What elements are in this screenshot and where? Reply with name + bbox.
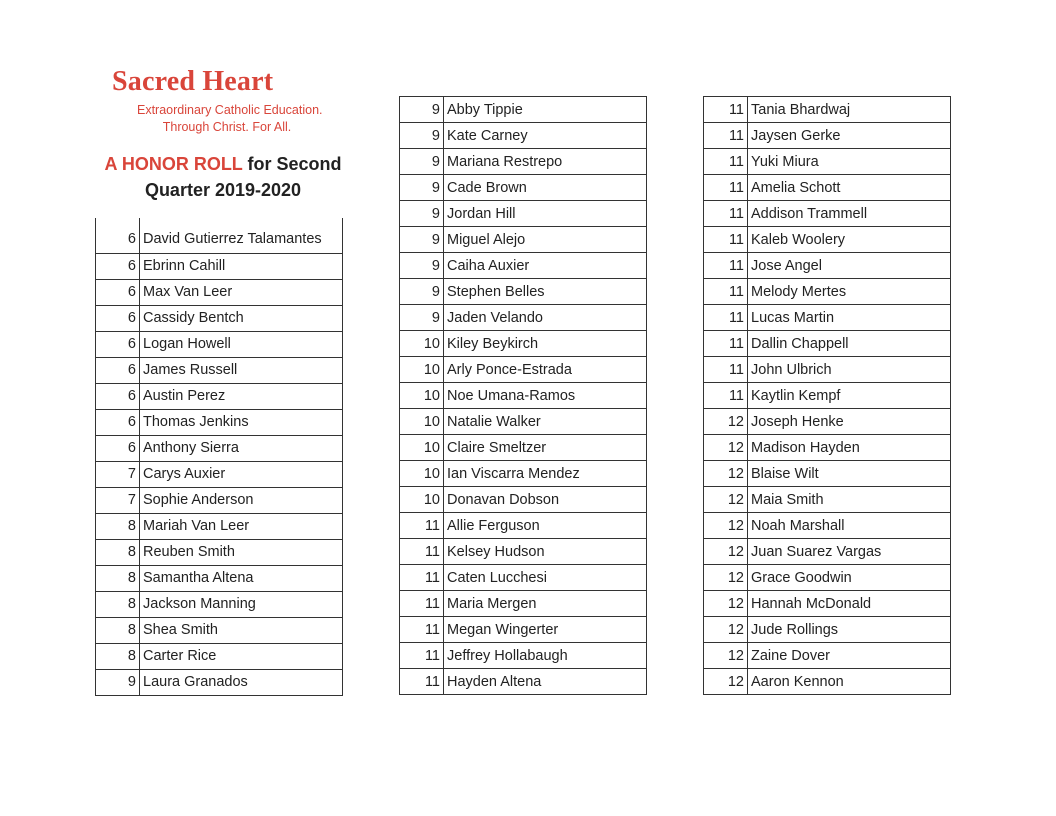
student-name-cell: Noe Umana-Ramos xyxy=(444,383,647,409)
student-name-cell: Caiha Auxier xyxy=(444,253,647,279)
table-row xyxy=(704,331,951,357)
tagline-line-1: Extraordinary Catholic Education. xyxy=(137,103,323,117)
student-name-cell: Jordan Hill xyxy=(444,201,647,227)
table-row xyxy=(96,357,343,383)
table-row xyxy=(704,565,951,591)
honor-roll-table-3 xyxy=(703,96,951,695)
table-row xyxy=(704,643,951,669)
grade-cell: 9 xyxy=(400,149,444,175)
grade-cell: 12 xyxy=(704,669,748,695)
grade-cell: 6 xyxy=(96,409,140,435)
student-name-cell: Dallin Chappell xyxy=(748,331,951,357)
table-row xyxy=(96,487,343,513)
grade-cell: 11 xyxy=(400,669,444,695)
student-name-cell: Hayden Altena xyxy=(444,669,647,695)
title-rest: for Second xyxy=(242,154,342,174)
grade-cell: 8 xyxy=(96,617,140,643)
student-name-cell: Donavan Dobson xyxy=(444,487,647,513)
table-row xyxy=(704,149,951,175)
grade-cell: 12 xyxy=(704,565,748,591)
table-row xyxy=(704,123,951,149)
student-name-cell: Zaine Dover xyxy=(748,643,951,669)
student-name-cell: Joseph Henke xyxy=(748,409,951,435)
table-row xyxy=(96,643,343,669)
table-row xyxy=(400,643,647,669)
table-row xyxy=(400,97,647,123)
table-row xyxy=(96,461,343,487)
student-name-cell: Laura Granados xyxy=(140,669,343,695)
grade-cell: 9 xyxy=(400,123,444,149)
grade-cell: 11 xyxy=(704,227,748,253)
school-tagline xyxy=(137,102,323,136)
table-row xyxy=(704,97,951,123)
student-name-cell: Jaysen Gerke xyxy=(748,123,951,149)
student-name-cell: Maia Smith xyxy=(748,487,951,513)
school-name: Sacred Heart xyxy=(112,66,274,97)
student-name-cell: Hannah McDonald xyxy=(748,591,951,617)
grade-cell: 12 xyxy=(704,409,748,435)
grade-cell: 10 xyxy=(400,487,444,513)
student-name-cell: Carter Rice xyxy=(140,643,343,669)
table-row xyxy=(704,175,951,201)
student-name-cell: Samantha Altena xyxy=(140,565,343,591)
table-row xyxy=(400,591,647,617)
student-name-cell: Carys Auxier xyxy=(140,461,343,487)
grade-cell: 11 xyxy=(704,305,748,331)
table-row xyxy=(400,305,647,331)
table-row xyxy=(400,617,647,643)
student-name-cell: Thomas Jenkins xyxy=(140,409,343,435)
table-row xyxy=(400,253,647,279)
grade-cell: 11 xyxy=(704,331,748,357)
grade-cell: 11 xyxy=(400,513,444,539)
student-name-cell: Cade Brown xyxy=(444,175,647,201)
student-name-cell: Caten Lucchesi xyxy=(444,565,647,591)
grade-cell: 11 xyxy=(704,149,748,175)
student-name-cell: Miguel Alejo xyxy=(444,227,647,253)
table-row xyxy=(96,617,343,643)
grade-cell: 11 xyxy=(704,97,748,123)
grade-cell: 12 xyxy=(704,539,748,565)
table-row xyxy=(704,227,951,253)
grade-cell: 10 xyxy=(400,357,444,383)
table-row xyxy=(96,253,343,279)
grade-cell: 6 xyxy=(96,218,140,253)
table-row xyxy=(400,565,647,591)
table-row xyxy=(400,383,647,409)
student-name-cell: Jose Angel xyxy=(748,253,951,279)
grade-cell: 6 xyxy=(96,383,140,409)
student-name-cell: Juan Suarez Vargas xyxy=(748,539,951,565)
student-name-cell: Jeffrey Hollabaugh xyxy=(444,643,647,669)
grade-cell: 10 xyxy=(400,435,444,461)
grade-cell: 10 xyxy=(400,409,444,435)
student-name-cell: Anthony Sierra xyxy=(140,435,343,461)
grade-cell: 11 xyxy=(704,175,748,201)
page-title xyxy=(92,151,354,203)
grade-cell: 11 xyxy=(400,539,444,565)
table-row xyxy=(400,149,647,175)
table-row xyxy=(400,331,647,357)
table-row xyxy=(96,669,343,695)
grade-cell: 11 xyxy=(704,123,748,149)
student-name-cell: Cassidy Bentch xyxy=(140,305,343,331)
student-name-cell: Maria Mergen xyxy=(444,591,647,617)
grade-cell: 8 xyxy=(96,513,140,539)
student-name-cell: Madison Hayden xyxy=(748,435,951,461)
table-row xyxy=(400,435,647,461)
student-name-cell: Grace Goodwin xyxy=(748,565,951,591)
grade-cell: 9 xyxy=(400,227,444,253)
table-row xyxy=(96,409,343,435)
grade-cell: 11 xyxy=(704,357,748,383)
table-row xyxy=(96,279,343,305)
student-name-cell: Jackson Manning xyxy=(140,591,343,617)
school-logo xyxy=(112,66,323,134)
grade-cell: 11 xyxy=(400,565,444,591)
table-row xyxy=(704,409,951,435)
grade-cell: 9 xyxy=(400,97,444,123)
grade-cell: 6 xyxy=(96,331,140,357)
table-row xyxy=(400,123,647,149)
table-row xyxy=(96,218,343,253)
honor-roll-table-2 xyxy=(399,96,647,695)
grade-cell: 12 xyxy=(704,643,748,669)
student-name-cell: Amelia Schott xyxy=(748,175,951,201)
grade-cell: 11 xyxy=(400,591,444,617)
grade-cell: 9 xyxy=(400,279,444,305)
grade-cell: 9 xyxy=(400,253,444,279)
student-name-cell: Yuki Miura xyxy=(748,149,951,175)
grade-cell: 10 xyxy=(400,383,444,409)
grade-cell: 9 xyxy=(96,669,140,695)
grade-cell: 10 xyxy=(400,461,444,487)
table-row xyxy=(400,461,647,487)
student-name-cell: Mariah Van Leer xyxy=(140,513,343,539)
title-line-1 xyxy=(92,151,354,177)
student-name-cell: Kiley Beykirch xyxy=(444,331,647,357)
student-name-cell: Megan Wingerter xyxy=(444,617,647,643)
student-name-cell: Kate Carney xyxy=(444,123,647,149)
student-name-cell: Ebrinn Cahill xyxy=(140,253,343,279)
table-row xyxy=(400,175,647,201)
student-name-cell: Abby Tippie xyxy=(444,97,647,123)
table-row xyxy=(704,591,951,617)
student-name-cell: Kelsey Hudson xyxy=(444,539,647,565)
table-row xyxy=(400,279,647,305)
table-row xyxy=(96,591,343,617)
grade-cell: 8 xyxy=(96,591,140,617)
grade-cell: 12 xyxy=(704,591,748,617)
table-row xyxy=(400,487,647,513)
student-name-cell: Jude Rollings xyxy=(748,617,951,643)
student-name-cell: Jaden Velando xyxy=(444,305,647,331)
grade-cell: 12 xyxy=(704,461,748,487)
grade-cell: 12 xyxy=(704,435,748,461)
grade-cell: 12 xyxy=(704,513,748,539)
student-name-cell: Allie Ferguson xyxy=(444,513,647,539)
grade-cell: 7 xyxy=(96,487,140,513)
grade-cell: 11 xyxy=(704,279,748,305)
grade-cell: 12 xyxy=(704,487,748,513)
table-row xyxy=(704,669,951,695)
table-row xyxy=(704,487,951,513)
grade-cell: 6 xyxy=(96,357,140,383)
grade-cell: 9 xyxy=(400,201,444,227)
honor-roll-table-1 xyxy=(95,218,343,696)
student-name-cell: Logan Howell xyxy=(140,331,343,357)
grade-cell: 9 xyxy=(400,305,444,331)
table-row xyxy=(400,409,647,435)
title-line-2: Quarter 2019-2020 xyxy=(144,180,302,200)
table-row xyxy=(704,357,951,383)
table-row xyxy=(96,539,343,565)
grade-cell: 11 xyxy=(400,617,444,643)
student-name-cell: David Gutierrez Talamantes xyxy=(140,218,343,253)
student-name-cell: Blaise Wilt xyxy=(748,461,951,487)
grade-cell: 10 xyxy=(400,331,444,357)
grade-cell: 11 xyxy=(704,253,748,279)
table-row xyxy=(96,513,343,539)
student-name-cell: Tania Bhardwaj xyxy=(748,97,951,123)
student-name-cell: Claire Smeltzer xyxy=(444,435,647,461)
table-row xyxy=(400,513,647,539)
student-name-cell: Addison Trammell xyxy=(748,201,951,227)
table-row xyxy=(96,565,343,591)
student-name-cell: Mariana Restrepo xyxy=(444,149,647,175)
table-row xyxy=(96,305,343,331)
grade-cell: 8 xyxy=(96,643,140,669)
table-row xyxy=(400,669,647,695)
student-name-cell: Kaleb Woolery xyxy=(748,227,951,253)
table-row xyxy=(704,305,951,331)
student-name-cell: Arly Ponce-Estrada xyxy=(444,357,647,383)
title-highlight: A HONOR ROLL xyxy=(104,154,243,174)
tagline-line-2: Through Christ. For All. xyxy=(162,120,292,134)
student-name-cell: Sophie Anderson xyxy=(140,487,343,513)
student-name-cell: Aaron Kennon xyxy=(748,669,951,695)
grade-cell: 11 xyxy=(704,383,748,409)
student-name-cell: Natalie Walker xyxy=(444,409,647,435)
table-row xyxy=(400,357,647,383)
student-name-cell: Kaytlin Kempf xyxy=(748,383,951,409)
grade-cell: 11 xyxy=(704,201,748,227)
grade-cell: 6 xyxy=(96,305,140,331)
student-name-cell: Ian Viscarra Mendez xyxy=(444,461,647,487)
grade-cell: 9 xyxy=(400,175,444,201)
student-name-cell: John Ulbrich xyxy=(748,357,951,383)
table-row xyxy=(704,617,951,643)
grade-cell: 6 xyxy=(96,435,140,461)
table-row xyxy=(704,435,951,461)
grade-cell: 7 xyxy=(96,461,140,487)
table-row xyxy=(704,201,951,227)
table-row xyxy=(704,279,951,305)
table-row xyxy=(704,513,951,539)
student-name-cell: Shea Smith xyxy=(140,617,343,643)
table-row xyxy=(400,227,647,253)
table-row xyxy=(704,383,951,409)
grade-cell: 6 xyxy=(96,279,140,305)
student-name-cell: Reuben Smith xyxy=(140,539,343,565)
student-name-cell: Lucas Martin xyxy=(748,305,951,331)
grade-cell: 8 xyxy=(96,539,140,565)
grade-cell: 11 xyxy=(400,643,444,669)
table-row xyxy=(96,331,343,357)
grade-cell: 12 xyxy=(704,617,748,643)
table-row xyxy=(96,383,343,409)
student-name-cell: Max Van Leer xyxy=(140,279,343,305)
student-name-cell: Noah Marshall xyxy=(748,513,951,539)
student-name-cell: James Russell xyxy=(140,357,343,383)
student-name-cell: Austin Perez xyxy=(140,383,343,409)
student-name-cell: Melody Mertes xyxy=(748,279,951,305)
table-row xyxy=(704,253,951,279)
table-row xyxy=(400,539,647,565)
student-name-cell: Stephen Belles xyxy=(444,279,647,305)
table-row xyxy=(704,461,951,487)
grade-cell: 6 xyxy=(96,253,140,279)
table-row xyxy=(704,539,951,565)
table-row xyxy=(96,435,343,461)
grade-cell: 8 xyxy=(96,565,140,591)
table-row xyxy=(400,201,647,227)
